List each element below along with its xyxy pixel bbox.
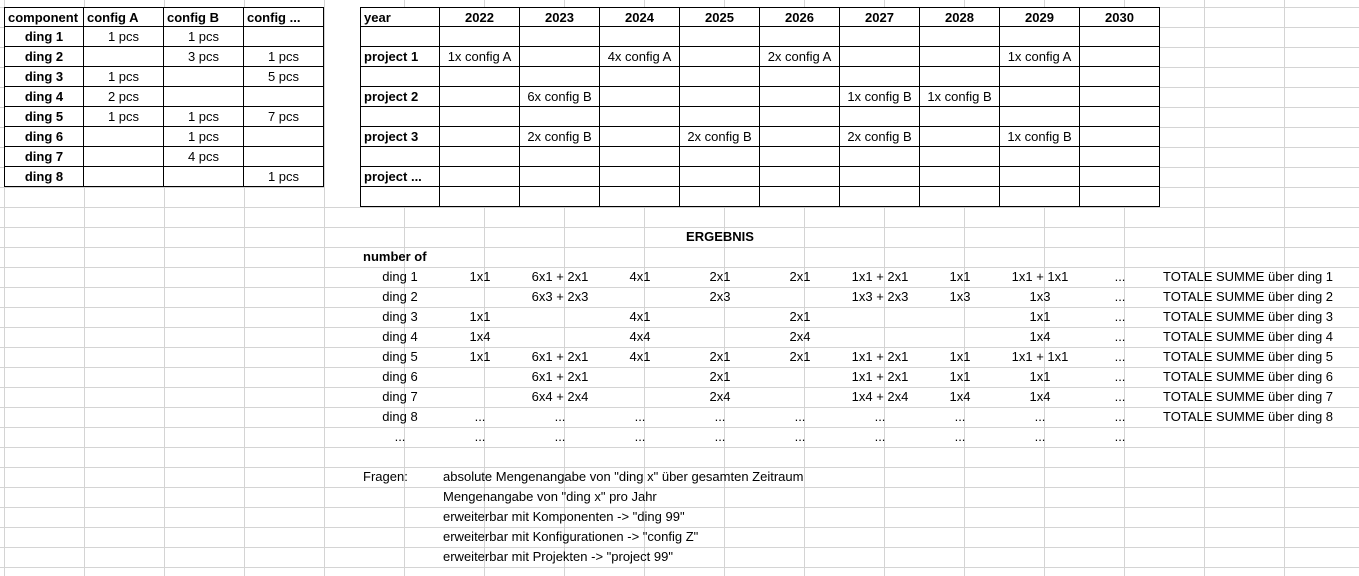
project-plan-cell[interactable] [920,147,1000,167]
year-header-2026[interactable]: 2026 [760,7,840,27]
result-cell[interactable] [600,387,680,407]
project-plan-cell[interactable] [840,167,920,187]
component-qty-cell[interactable]: 1 pcs [164,127,244,147]
result-ding-name[interactable]: ding 8 [382,409,418,424]
project-plan-cell[interactable] [760,107,840,127]
result-cell[interactable]: 6x3 + 2x3 [531,289,589,304]
project-plan-cell[interactable] [440,27,520,47]
component-name-cell[interactable]: ding 7 [4,147,84,167]
total-sum-cell[interactable] [1160,427,1359,447]
result-cell[interactable]: 1x1 [949,349,971,364]
project-plan-cell[interactable] [760,147,840,167]
project-plan-cell[interactable] [1000,167,1080,187]
component-name-cell[interactable]: ding 8 [4,167,84,187]
result-cell[interactable]: 1x3 [1029,289,1051,304]
project-plan-cell[interactable] [760,67,840,87]
project-plan-cell[interactable] [1080,67,1160,87]
component-qty-cell[interactable]: 1 pcs [244,167,324,187]
project-plan-cell[interactable] [760,87,840,107]
total-sum-cell[interactable]: TOTALE SUMME über ding 2 [1163,289,1334,304]
total-sum-cell[interactable]: TOTALE SUMME über ding 1 [1163,269,1334,284]
component-qty-cell[interactable] [164,87,244,107]
project-label-cell[interactable] [360,107,440,127]
component-qty-cell[interactable]: 7 pcs [244,107,324,127]
project-plan-cell[interactable] [760,27,840,47]
project-plan-cell[interactable] [520,27,600,47]
result-cell[interactable]: 1x1 [949,369,971,384]
year-header-2028[interactable]: 2028 [920,7,1000,27]
result-cell[interactable]: ... [1114,409,1126,424]
project-plan-cell[interactable] [920,167,1000,187]
component-qty-cell[interactable] [244,27,324,47]
result-cell[interactable]: ... [1034,409,1046,424]
result-cell[interactable]: 1x1 [1029,309,1051,324]
project-plan-cell[interactable] [760,127,840,147]
year-header-2029[interactable]: 2029 [1000,7,1080,27]
project-plan-cell[interactable] [680,47,760,67]
component-name-cell[interactable]: ding 2 [4,47,84,67]
question-item[interactable]: erweiterbar mit Komponenten -> "ding 99" [443,509,685,524]
result-cell[interactable]: 1x1 + 1x1 [1011,269,1069,284]
project-plan-cell[interactable] [760,167,840,187]
result-cell[interactable]: ... [1114,369,1126,384]
result-cell[interactable]: ... [1034,429,1046,444]
project-plan-cell[interactable] [1000,67,1080,87]
project-plan-cell[interactable] [1080,87,1160,107]
result-cell[interactable]: 1x1 + 2x1 [851,269,909,284]
project-plan-cell[interactable] [840,187,920,207]
project-plan-cell[interactable] [1080,167,1160,187]
project-label-cell[interactable] [360,27,440,47]
project-plan-cell[interactable] [760,187,840,207]
project-plan-cell[interactable] [920,187,1000,207]
result-cell[interactable]: ... [554,429,566,444]
result-ding-name[interactable]: ... [394,429,406,444]
total-sum-cell[interactable]: TOTALE SUMME über ding 7 [1163,389,1334,404]
result-cell[interactable]: ... [874,409,886,424]
result-cell[interactable]: 4x1 [629,309,651,324]
component-qty-cell[interactable]: 4 pcs [164,147,244,167]
result-cell[interactable]: ... [474,409,486,424]
component-qty-cell[interactable]: 1 pcs [164,27,244,47]
project-plan-cell[interactable] [440,87,520,107]
result-cell[interactable]: ... [1114,389,1126,404]
result-cell[interactable]: ... [474,429,486,444]
result-ding-name[interactable]: ding 1 [382,269,418,284]
project-plan-cell[interactable]: 2x config A [760,47,840,67]
project-plan-cell[interactable]: 1x config B [920,87,1000,107]
project-plan-cell[interactable] [1080,187,1160,207]
project-plan-cell[interactable] [1000,87,1080,107]
project-label-cell[interactable] [360,67,440,87]
result-cell[interactable]: ... [1114,349,1126,364]
result-cell[interactable]: 6x1 + 2x1 [531,349,589,364]
result-ding-name[interactable]: ding 4 [382,329,418,344]
result-cell[interactable]: 1x4 [1029,329,1051,344]
result-cell[interactable]: 1x1 [949,269,971,284]
year-header-2030[interactable]: 2030 [1080,7,1160,27]
component-qty-cell[interactable] [244,147,324,167]
total-sum-cell[interactable]: TOTALE SUMME über ding 5 [1163,349,1334,364]
component-qty-cell[interactable]: 1 pcs [84,107,164,127]
year-header-2027[interactable]: 2027 [840,7,920,27]
result-cell[interactable]: 1x4 [949,389,971,404]
project-label-cell[interactable]: project 1 [360,47,440,67]
project-plan-cell[interactable] [1080,107,1160,127]
component-header-1[interactable]: config A [84,7,164,27]
project-label-cell[interactable] [360,187,440,207]
question-item[interactable]: erweiterbar mit Konfigurationen -> "config Z" [443,529,699,544]
year-header-2023[interactable]: 2023 [520,7,600,27]
project-plan-cell[interactable] [600,27,680,47]
year-header-2025[interactable]: 2025 [680,7,760,27]
project-plan-cell[interactable]: 4x config A [600,47,680,67]
project-plan-cell[interactable] [440,127,520,147]
result-cell[interactable]: 1x4 + 2x4 [851,389,909,404]
result-cell[interactable]: 2x1 [789,349,811,364]
project-plan-cell[interactable] [600,147,680,167]
project-plan-cell[interactable]: 6x config B [520,87,600,107]
project-plan-cell[interactable] [1000,27,1080,47]
result-cell[interactable]: 6x1 + 2x1 [531,269,589,284]
project-plan-cell[interactable] [1000,147,1080,167]
project-plan-cell[interactable] [440,67,520,87]
project-plan-cell[interactable] [520,187,600,207]
question-item[interactable]: erweiterbar mit Projekten -> "project 99" [443,549,673,564]
result-cell[interactable] [680,307,760,327]
project-plan-cell[interactable] [920,107,1000,127]
result-cell[interactable]: ... [954,409,966,424]
project-plan-cell[interactable] [1080,27,1160,47]
project-plan-cell[interactable] [680,167,760,187]
project-plan-cell[interactable] [680,27,760,47]
project-plan-cell[interactable] [440,107,520,127]
result-cell[interactable]: ... [634,409,646,424]
component-qty-cell[interactable] [84,147,164,167]
result-cell[interactable]: 4x1 [629,269,651,284]
ergebnis-title[interactable]: ERGEBNIS [686,229,754,244]
result-cell[interactable]: 1x4 [469,329,491,344]
result-ding-name[interactable]: ding 3 [382,309,418,324]
component-name-cell[interactable]: ding 5 [4,107,84,127]
result-ding-name[interactable]: ding 6 [382,369,418,384]
result-cell[interactable]: ... [874,429,886,444]
number-of-label[interactable]: number of [363,249,427,264]
project-plan-cell[interactable] [440,167,520,187]
result-cell[interactable]: 2x1 [789,309,811,324]
result-cell[interactable] [600,367,680,387]
project-plan-cell[interactable] [680,147,760,167]
project-label-cell[interactable]: project ... [360,167,440,187]
component-name-cell[interactable]: ding 6 [4,127,84,147]
result-cell[interactable]: 1x1 + 1x1 [1011,349,1069,364]
project-plan-cell[interactable] [520,107,600,127]
result-cell[interactable]: ... [954,429,966,444]
question-item[interactable]: Mengenangabe von "ding x" pro Jahr [443,489,657,504]
project-plan-cell[interactable]: 1x config A [440,47,520,67]
component-qty-cell[interactable]: 5 pcs [244,67,324,87]
result-cell[interactable]: 2x4 [709,389,731,404]
project-plan-cell[interactable] [680,87,760,107]
component-qty-cell[interactable]: 1 pcs [84,67,164,87]
component-header-2[interactable]: config B [164,7,244,27]
result-cell[interactable]: ... [1114,329,1126,344]
result-cell[interactable]: 1x3 + 2x3 [851,289,909,304]
result-cell[interactable] [920,307,1000,327]
result-cell[interactable]: ... [1114,309,1126,324]
project-plan-cell[interactable] [1000,187,1080,207]
project-plan-cell[interactable] [440,187,520,207]
project-plan-cell[interactable]: 1x config A [1000,47,1080,67]
project-plan-cell[interactable] [840,47,920,67]
project-label-cell[interactable] [360,147,440,167]
questions-label[interactable]: Fragen: [363,469,408,484]
result-cell[interactable]: 1x1 + 2x1 [851,349,909,364]
result-cell[interactable]: ... [554,409,566,424]
component-qty-cell[interactable] [84,47,164,67]
question-item[interactable]: absolute Mengenangabe von "ding x" über gesamten Zeitraum [443,469,804,484]
result-cell[interactable]: 4x4 [629,329,651,344]
total-sum-cell[interactable]: TOTALE SUMME über ding 6 [1163,369,1334,384]
year-header-2022[interactable]: 2022 [440,7,520,27]
component-qty-cell[interactable] [164,167,244,187]
result-cell[interactable]: ... [714,409,726,424]
project-plan-cell[interactable] [920,67,1000,87]
project-plan-cell[interactable] [920,27,1000,47]
result-ding-name[interactable]: ding 7 [382,389,418,404]
result-cell[interactable]: 6x1 + 2x1 [531,369,589,384]
project-plan-cell[interactable] [600,127,680,147]
result-cell[interactable] [760,367,840,387]
result-cell[interactable]: 2x1 [709,369,731,384]
project-label-cell[interactable]: project 2 [360,87,440,107]
result-ding-name[interactable]: ding 2 [382,289,418,304]
result-cell[interactable] [840,327,920,347]
project-plan-cell[interactable]: 2x config B [840,127,920,147]
component-header-0[interactable]: component [4,7,84,27]
project-plan-cell[interactable]: 2x config B [520,127,600,147]
project-plan-cell[interactable] [840,67,920,87]
project-plan-cell[interactable] [680,67,760,87]
project-plan-cell[interactable] [520,147,600,167]
result-cell[interactable]: 1x1 [469,309,491,324]
result-cell[interactable]: 2x1 [709,349,731,364]
result-cell[interactable]: 4x1 [629,349,651,364]
result-cell[interactable]: ... [794,429,806,444]
result-cell[interactable]: ... [714,429,726,444]
year-header-label[interactable]: year [360,7,440,27]
result-cell[interactable] [760,387,840,407]
project-plan-cell[interactable] [520,47,600,67]
project-plan-cell[interactable] [840,147,920,167]
component-name-cell[interactable]: ding 3 [4,67,84,87]
result-cell[interactable] [760,287,840,307]
result-cell[interactable]: 2x3 [709,289,731,304]
component-qty-cell[interactable] [244,127,324,147]
project-plan-cell[interactable] [520,167,600,187]
result-cell[interactable]: 1x3 [949,289,971,304]
component-qty-cell[interactable] [84,167,164,187]
total-sum-cell[interactable]: TOTALE SUMME über ding 3 [1163,309,1334,324]
result-cell[interactable]: 6x4 + 2x4 [531,389,589,404]
project-plan-cell[interactable] [1000,107,1080,127]
result-cell[interactable]: ... [794,409,806,424]
result-cell[interactable] [520,327,600,347]
result-cell[interactable]: 1x4 [1029,389,1051,404]
project-plan-cell[interactable] [920,127,1000,147]
component-name-cell[interactable]: ding 4 [4,87,84,107]
result-cell[interactable] [600,287,680,307]
project-plan-cell[interactable] [600,107,680,127]
project-plan-cell[interactable] [840,107,920,127]
component-qty-cell[interactable] [164,67,244,87]
result-cell[interactable]: 1x1 [469,269,491,284]
project-plan-cell[interactable] [520,67,600,87]
sheet-blank-area [325,7,360,207]
project-plan-cell[interactable] [600,67,680,87]
project-plan-cell[interactable] [600,87,680,107]
result-cell[interactable]: 2x1 [789,269,811,284]
result-cell[interactable]: ... [634,429,646,444]
component-name-cell[interactable]: ding 1 [4,27,84,47]
component-qty-cell[interactable]: 3 pcs [164,47,244,67]
result-cell[interactable]: 1x1 + 2x1 [851,369,909,384]
result-cell[interactable] [520,307,600,327]
project-plan-cell[interactable]: 1x config B [1000,127,1080,147]
component-qty-cell[interactable] [244,87,324,107]
result-cell[interactable]: 1x1 [469,349,491,364]
result-cell[interactable] [840,307,920,327]
component-header-3[interactable]: config ... [244,7,324,27]
project-plan-cell[interactable]: 2x config B [680,127,760,147]
project-plan-cell[interactable] [440,147,520,167]
component-qty-cell[interactable]: 2 pcs [84,87,164,107]
project-plan-cell[interactable] [1080,47,1160,67]
component-qty-cell[interactable]: 1 pcs [84,27,164,47]
result-cell[interactable]: ... [1114,269,1126,284]
component-qty-cell[interactable]: 1 pcs [244,47,324,67]
project-label-cell[interactable]: project 3 [360,127,440,147]
result-cell[interactable]: ... [1114,289,1126,304]
result-cell[interactable] [440,387,520,407]
result-cell[interactable]: 2x1 [709,269,731,284]
year-header-2024[interactable]: 2024 [600,7,680,27]
result-ding-name[interactable]: ding 5 [382,349,418,364]
result-cell[interactable]: 2x4 [789,329,811,344]
project-plan-cell[interactable] [680,187,760,207]
component-qty-cell[interactable] [84,127,164,147]
project-plan-cell[interactable] [1080,147,1160,167]
total-sum-cell[interactable]: TOTALE SUMME über ding 4 [1163,329,1334,344]
result-cell[interactable]: 1x1 [1029,369,1051,384]
project-plan-cell[interactable] [600,167,680,187]
result-cell[interactable] [440,367,520,387]
result-cell[interactable]: ... [1114,429,1126,444]
project-plan-cell[interactable] [1080,127,1160,147]
total-sum-cell[interactable]: TOTALE SUMME über ding 8 [1163,409,1334,424]
result-cell[interactable] [680,327,760,347]
result-cell[interactable] [440,287,520,307]
project-plan-cell[interactable] [680,107,760,127]
component-qty-cell[interactable]: 1 pcs [164,107,244,127]
result-cell[interactable] [920,327,1000,347]
project-plan-cell[interactable] [600,187,680,207]
project-plan-cell[interactable] [920,47,1000,67]
project-plan-cell[interactable] [840,27,920,47]
project-plan-cell[interactable]: 1x config B [840,87,920,107]
